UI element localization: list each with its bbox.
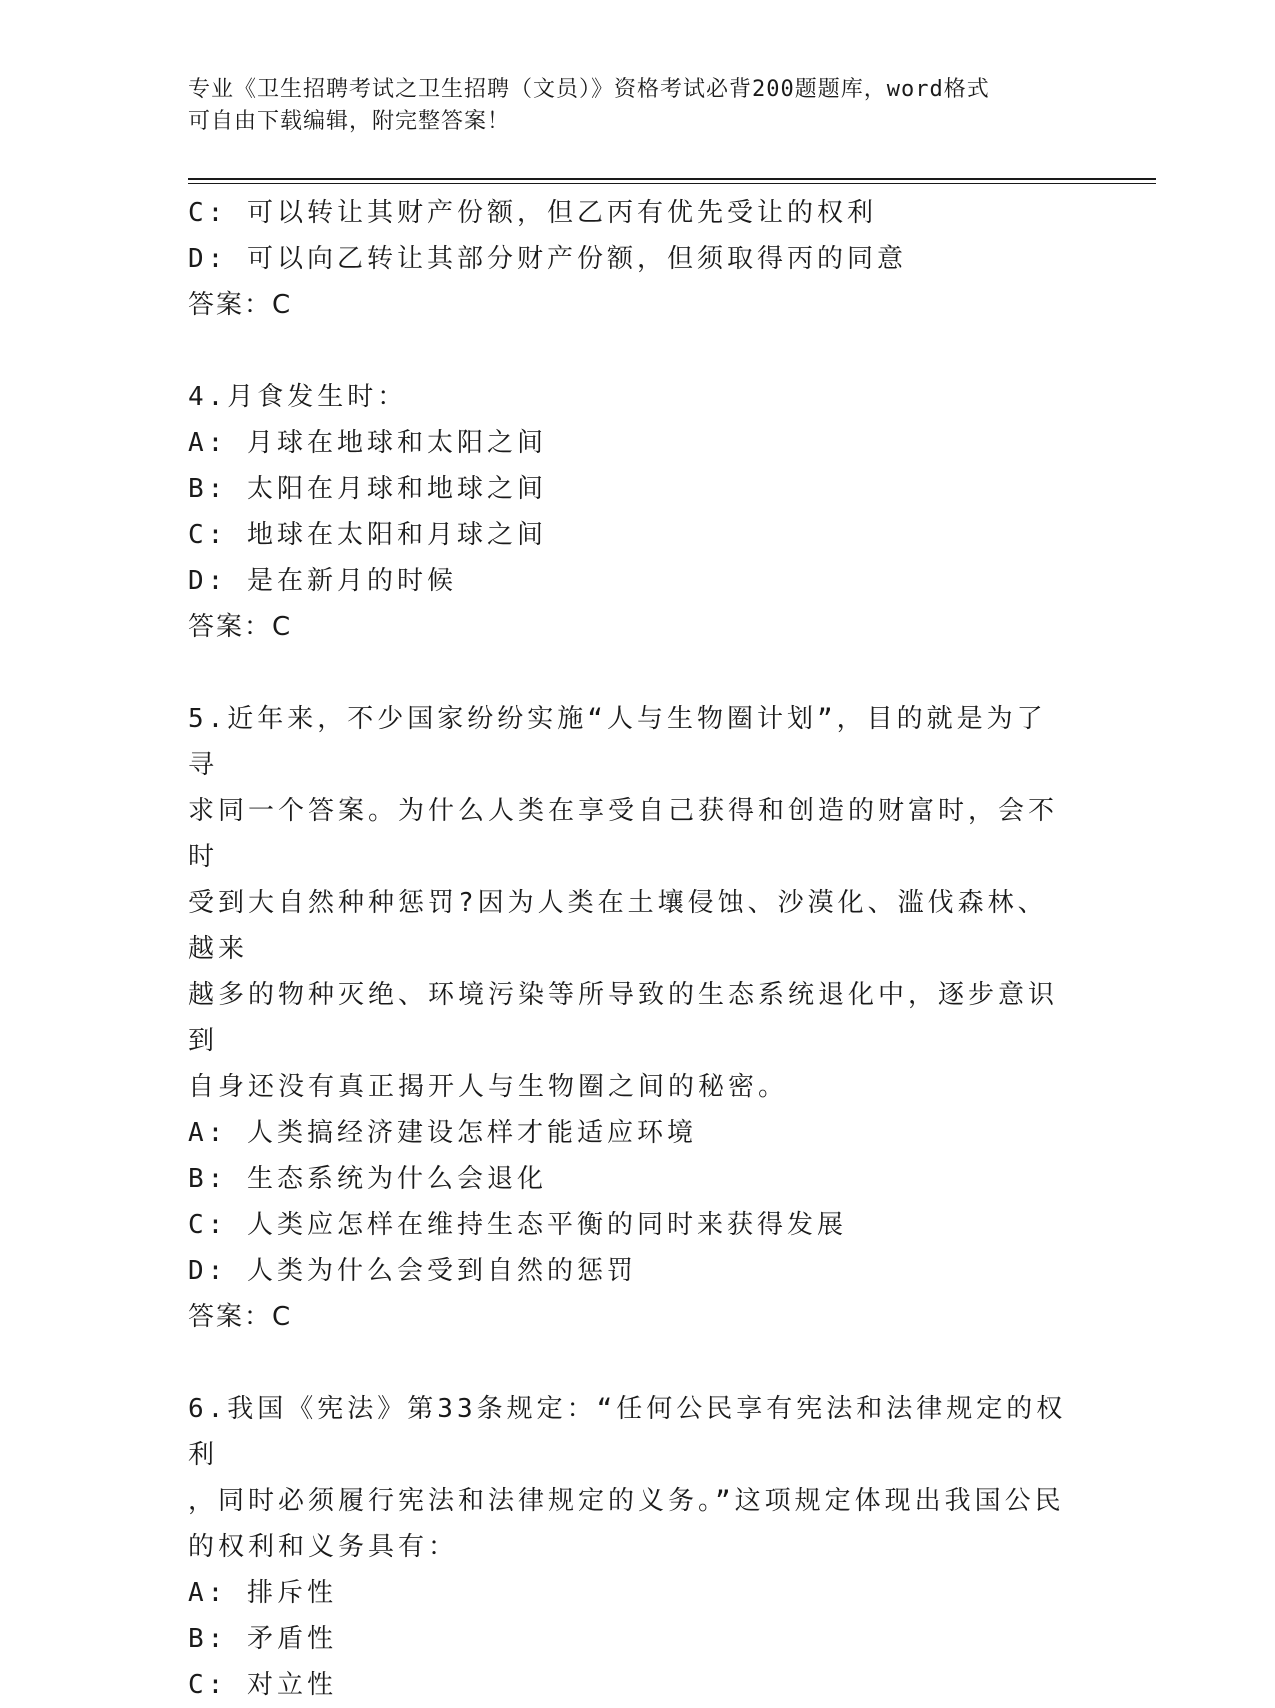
option-c: C: 人类应怎样在维持生态平衡的同时来获得发展 bbox=[188, 1210, 847, 1240]
option-a: A: 月球在地球和太阳之间 bbox=[188, 428, 547, 458]
header-divider bbox=[188, 178, 1156, 184]
question-stem-line: 自身还没有真正揭开人与生物圈之间的秘密。 bbox=[188, 1072, 789, 1102]
option-b: B: 太阳在月球和地球之间 bbox=[188, 474, 547, 504]
option-a: A: 排斥性 bbox=[188, 1578, 337, 1608]
question-stem-line: 受到大自然种种惩罚?因为人类在土壤侵蚀、沙漠化、滥伐森林、越来 bbox=[188, 888, 1048, 964]
option-d: D: 可以向乙转让其部分财产份额，但须取得丙的同意 bbox=[188, 244, 907, 274]
question-block-5 bbox=[188, 696, 1068, 1340]
option-d: D: 人类为什么会受到自然的惩罚 bbox=[188, 1256, 637, 1286]
question-stem: 4.月食发生时： bbox=[188, 382, 408, 412]
question-stem-line: 越多的物种灭绝、环境污染等所导致的生态系统退化中，逐步意识到 bbox=[188, 980, 1059, 1056]
question-block-3 bbox=[188, 190, 1088, 328]
option-c: C: 可以转让其财产份额，但乙丙有优先受让的权利 bbox=[188, 198, 877, 228]
answer-text: 答案：C bbox=[188, 290, 293, 320]
option-b: B: 生态系统为什么会退化 bbox=[188, 1164, 547, 1194]
question-stem-line: 求同一个答案。为什么人类在享受自己获得和创造的财富时，会不时 bbox=[188, 796, 1059, 872]
option-d: D: 是在新月的时候 bbox=[188, 566, 457, 596]
answer-text: 答案：C bbox=[188, 1302, 293, 1332]
question-stem-line: 5.近年来，不少国家纷纷实施“人与生物圈计划”，目的就是为了寻 bbox=[188, 704, 1047, 780]
question-stem-line: 6.我国《宪法》第33条规定：“任何公民享有宪法和法律规定的权利 bbox=[188, 1394, 1067, 1470]
question-stem-line: 的权利和义务具有： bbox=[188, 1532, 459, 1562]
header-title-line2: 可自由下载编辑，附完整答案！ bbox=[188, 109, 511, 134]
option-c: C: 地球在太阳和月球之间 bbox=[188, 520, 547, 550]
answer-text: 答案：C bbox=[188, 612, 293, 642]
option-a: A: 人类搞经济建设怎样才能适应环境 bbox=[188, 1118, 697, 1148]
header-title-line1: 专业《卫生招聘考试之卫生招聘（文员）》资格考试必背200题题库，word格式 bbox=[188, 77, 990, 102]
question-content bbox=[188, 190, 1088, 1708]
question-block-4 bbox=[188, 374, 1088, 650]
option-c: C: 对立性 bbox=[188, 1670, 337, 1700]
spacer bbox=[188, 328, 1088, 374]
option-b: B: 矛盾性 bbox=[188, 1624, 337, 1654]
question-stem-line: ，同时必须履行宪法和法律规定的义务。”这项规定体现出我国公民 bbox=[188, 1486, 1065, 1516]
page-header bbox=[188, 74, 1088, 138]
question-block-6 bbox=[188, 1386, 1068, 1708]
spacer bbox=[188, 650, 1088, 696]
spacer bbox=[188, 1340, 1088, 1386]
